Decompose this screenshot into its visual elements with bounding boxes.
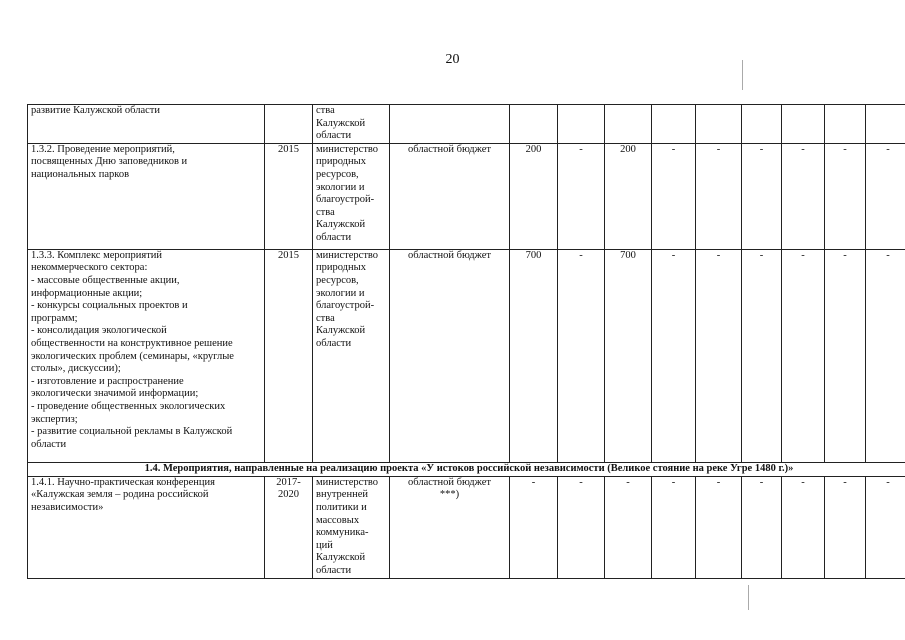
value-cell: - [558,476,605,578]
value-cell [825,105,866,144]
program-table [27,104,905,579]
section-title: 1.4. Мероприятия, направленные на реализацию проекта «У истоков российской независимости (Великое стояние на реке Угре 1480 г.)» [28,462,905,476]
years-cell: 2017- 2020 [265,476,313,578]
page-number: 20 [445,52,460,67]
value-cell: - [558,143,605,249]
value-cell: - [825,249,866,462]
years-cell [265,105,313,144]
funding-source-cell: областной бюджет ***) [390,476,510,578]
executor-cell: министерство природных ресурсов, экологии и благоустрой- ства Калужской области [313,143,390,249]
value-cell: - [510,476,558,578]
executor-cell: ства Калужской области [313,105,390,144]
value-cell [558,105,605,144]
event-name-cell: 1.3.3. Комплекс мероприятий некоммерческого сектора: - массовые общественные акции, информационные акции; - конкурсы социальных проектов и программ; - консолидация экологической общественности на конструктивное решение экологических проблем (семинары, «круглые столы», дискуссии); - изготовление и распространение экологически значимой информации; - проведение общественных экологических экспертиз; - развитие социальной рекламы в Калужской области [28,249,265,462]
value-cell [742,105,782,144]
executor-cell: министерство внутренней политики и массовых коммуника- ций Калужской области [313,476,390,578]
funding-source-cell: областной бюджет [390,143,510,249]
value-cell: - [696,476,742,578]
value-cell: 700 [605,249,652,462]
value-cell: - [866,476,905,578]
value-cell: - [782,143,825,249]
value-cell: - [558,249,605,462]
event-name-cell: 1.4.1. Научно-практическая конференция «Калужская земля – родина российской независимости» [28,476,265,578]
section-row [28,462,905,476]
value-cell: - [742,249,782,462]
value-cell: - [652,249,696,462]
value-cell: - [652,143,696,249]
table-row [28,105,905,144]
executor-cell: министерство природных ресурсов, экологии и благоустрой- ства Калужской области [313,249,390,462]
value-cell: - [825,143,866,249]
value-cell: - [652,476,696,578]
event-name-cell: 1.3.2. Проведение мероприятий, посвященных Дню заповедников и национальных парков [28,143,265,249]
funding-source-cell [390,105,510,144]
value-cell: - [782,476,825,578]
table-row [28,143,905,249]
value-cell [866,105,905,144]
years-cell: 2015 [265,143,313,249]
years-cell: 2015 [265,249,313,462]
funding-source-cell: областной бюджет [390,249,510,462]
value-cell [652,105,696,144]
value-cell: - [866,143,905,249]
value-cell [510,105,558,144]
scan-artifact [748,585,749,610]
value-cell: - [742,476,782,578]
value-cell: - [696,143,742,249]
value-cell: - [605,476,652,578]
value-cell: 700 [510,249,558,462]
value-cell: - [742,143,782,249]
value-cell: 200 [510,143,558,249]
scan-artifact [742,60,743,90]
table-row [28,249,905,462]
value-cell: - [696,249,742,462]
value-cell: - [825,476,866,578]
value-cell: - [782,249,825,462]
table-row [28,476,905,578]
value-cell: - [866,249,905,462]
value-cell [782,105,825,144]
value-cell: 200 [605,143,652,249]
event-name-cell: развитие Калужской области [28,105,265,144]
value-cell [696,105,742,144]
value-cell [605,105,652,144]
